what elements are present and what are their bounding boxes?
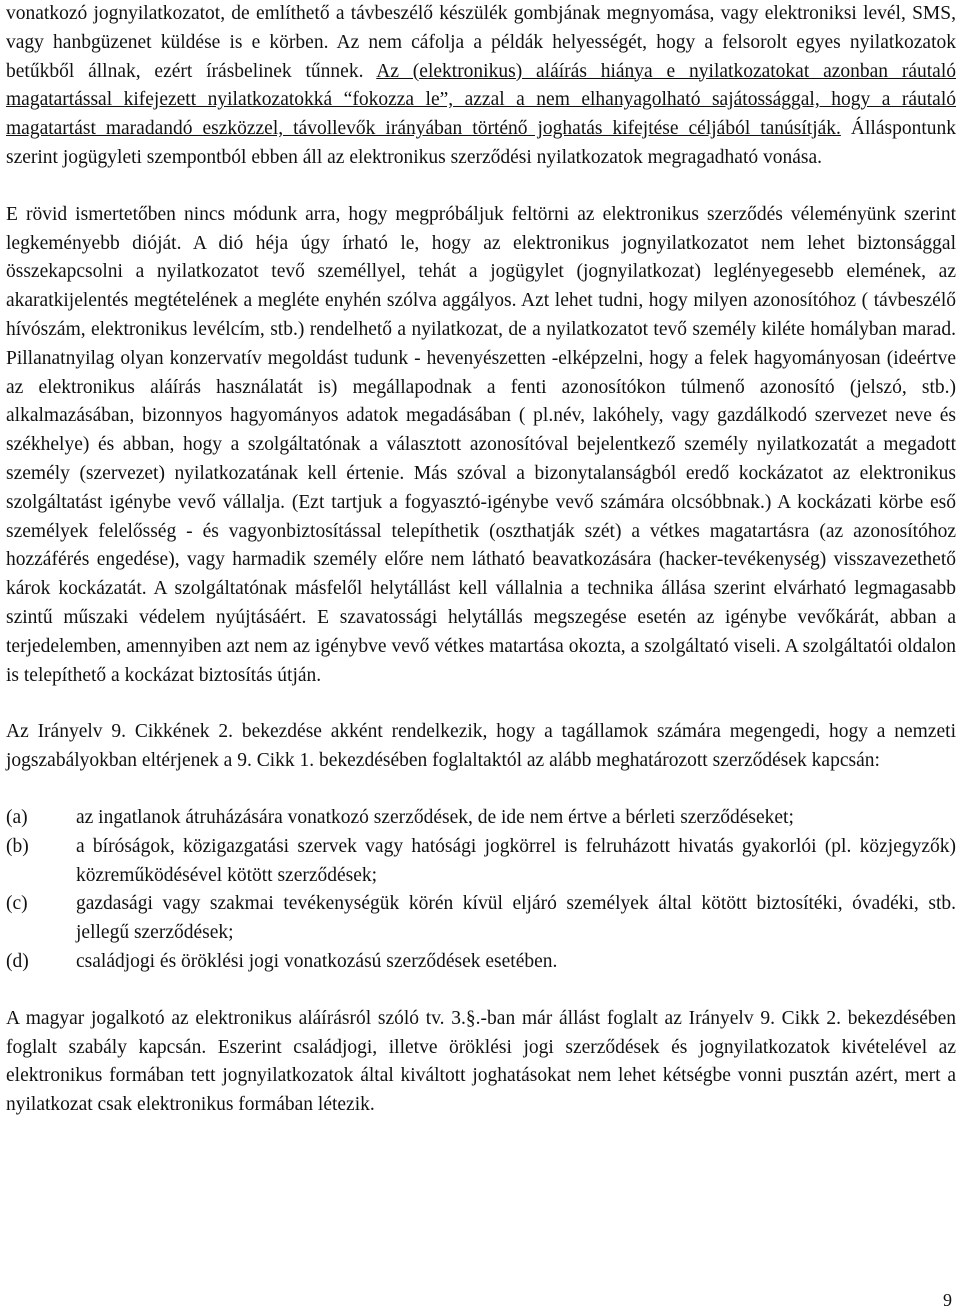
list-item-label: (d) xyxy=(6,950,29,972)
list-item xyxy=(6,890,956,948)
paragraph-text: Álláspontunk szerint jogügyleti szempontból ebben áll az elektronikus szerződési nyilatkozatok megragadható vonása. xyxy=(6,118,956,168)
list-item-text: családjogi és öröklési jogi vonatkozású szerződések esetében. xyxy=(76,950,558,972)
paragraph-electronic-declarations xyxy=(6,0,956,173)
paragraph-spacer xyxy=(6,776,956,804)
list-item-label: (c) xyxy=(6,893,28,915)
list-item xyxy=(6,833,956,891)
document-page xyxy=(6,0,956,1120)
paragraph-hungarian-law: A magyar jogalkotó az elektronikus aláírásról szóló tv. 3.§.-ban már állást foglalt az Irányelv 9. Cikk 2. bekezdésében foglalt szabály kapcsán. Eszerint családjogi, illetve öröklési jogi szerződések és jognyilatkozatok kivételével az elektronikus formában tett jognyilatkozatok által kiváltott joghatásokat nem lehet kétségbe vonni pusztán azért, mert a nyilatkozat csak elektronikus formában létezik. xyxy=(6,1007,956,1116)
page-number: 9 xyxy=(943,1290,952,1310)
list-item-text: az ingatlanok átruházására vonatkozó szerződések, de ide nem értve a bérleti szerződéseket; xyxy=(76,806,794,828)
list-item-label: (b) xyxy=(6,835,29,857)
paragraph-spacer xyxy=(6,977,956,1005)
list-item-text: gazdasági vagy szakmai tevékenységük körén kívül eljáró személyek által kötött biztosítéki, óvadéki, stb. jellegű szerződések; xyxy=(76,893,956,944)
list-item xyxy=(6,948,956,977)
list-item xyxy=(6,804,956,833)
paragraph-directive-article: Az Irányelv 9. Cikkének 2. bekezdése akként rendelkezik, hogy a tagállamok számára megengedi, hogy a nemzeti jogszabályokban eltérjenek a 9. Cikk 1. bekezdésében foglaltaktól az alább meghatározott szerződések kapcsán: xyxy=(6,721,956,772)
list-item-label: (a) xyxy=(6,806,28,828)
underlined-passage: Az (elektronikus) aláírás hiánya e nyilatkozatokat azonban ráutaló magatartással kifejezett nyilatkozatokká “fokozza le”, azzal a nem elhanyagolható sajátossággal, hogy a ráutaló magatartást maradandó eszközzel, távollevők irányában történő joghatás kifejtése céljából tanúsítják. xyxy=(6,60,957,140)
paragraph-identification-risk: E rövid ismertetőben nincs módunk arra, hogy megpróbáljuk feltörni az elektronikus szerződés véleményünk szerint legkeményebb dióját. A dió héja úgy írható le, hogy az elektronikus jognyilatkozatot nem lehet biztonsággal összekapcsolni a nyilatkozatot tevő személlyel, tehát a jogügylet (jognyilatkozat) leglényegesebb elemének, az akaratkijelentés megtételének a megléte enyhén szólva aggályos. Azt lehet tudni, hogy milyen azonosítóhoz ( távbeszélő hívószám, elektronikus levélcím, stb.) rendelhető a nyilatkozat, de a nyilatkozatot tevő személy kiléte homályban marad. Pillanatnyilag olyan konzervatív megoldást tudunk - hevenyészetten -elképzelni, hogy a felek hagyományosan (ideértve az elektronikus aláírás használatát is) megállapodnak a fenti azonosítókon túlmenő azonosító (jelszó, stb.) alkalmazásában, bizonnyos hagyományos adatok megadásában ( pl.név, lakóhely, vagy gazdálkodó szervezet neve és székhelye) és abban, hogy a szolgáltatónak a választott azonosítóval bejelentkező személy nyilatkozatát a megadott személy (szervezet) nyilatkozatának kell értenie. Más szóval a bizonytalanságból eredő kockázatot az elektronikus szolgáltatást igénybe vevő vállalja. (Ezt tartjuk a fogyasztó-igénybe vevő számára olcsóbbnak.) A kockázati körbe eső személyek felelősség - és vagyonbiztosítással telepíthetik (oszthatják szét) a vétkes magatartásra (az azonosítóhoz hozzáférés engedése), vagy harmadik személy előre nem látható beavatkozására (hacker-tevékenység) visszavezethető károk kockázatát. A szolgáltatónak másfelől helytállást kell vállalnia a technika állása szerint elvárható legmagasabb szintű műszaki védelem nyújtásáért. E szavatossági helytállás megszegése esetén az igénybe vevőkárát, abban a terjedelemben, amennyiben azt nem az igénybve vevő vétkes matartása okozta, a szolgáltató viseli. A szolgáltatói oldalon is telepíthető a kockázat biztosítás útján. xyxy=(6,203,956,686)
paragraph-spacer xyxy=(6,173,956,201)
paragraph-spacer xyxy=(6,690,956,718)
paragraph-text: vonatkozó jognyilatkozatot, de említhető a távbeszélő készülék gombjának megnyomása, vagy elektroniksi levél, SMS, vagy hanbgüzenet küldése is e körben. Az nem cáfolja a példák helyességét, hogy a felsorolt egyes nyilatkozatok betűkből állnak, ezért írásbelinek tűnnek. xyxy=(6,3,956,82)
list-item-text: a bíróságok, közigazgatási szervek vagy hatósági jogkörrel is felruházott hivatás gyakorlói (pl. közjegyzők) közreműködésével kötött szerződések; xyxy=(76,835,956,886)
exceptions-list xyxy=(6,804,956,977)
